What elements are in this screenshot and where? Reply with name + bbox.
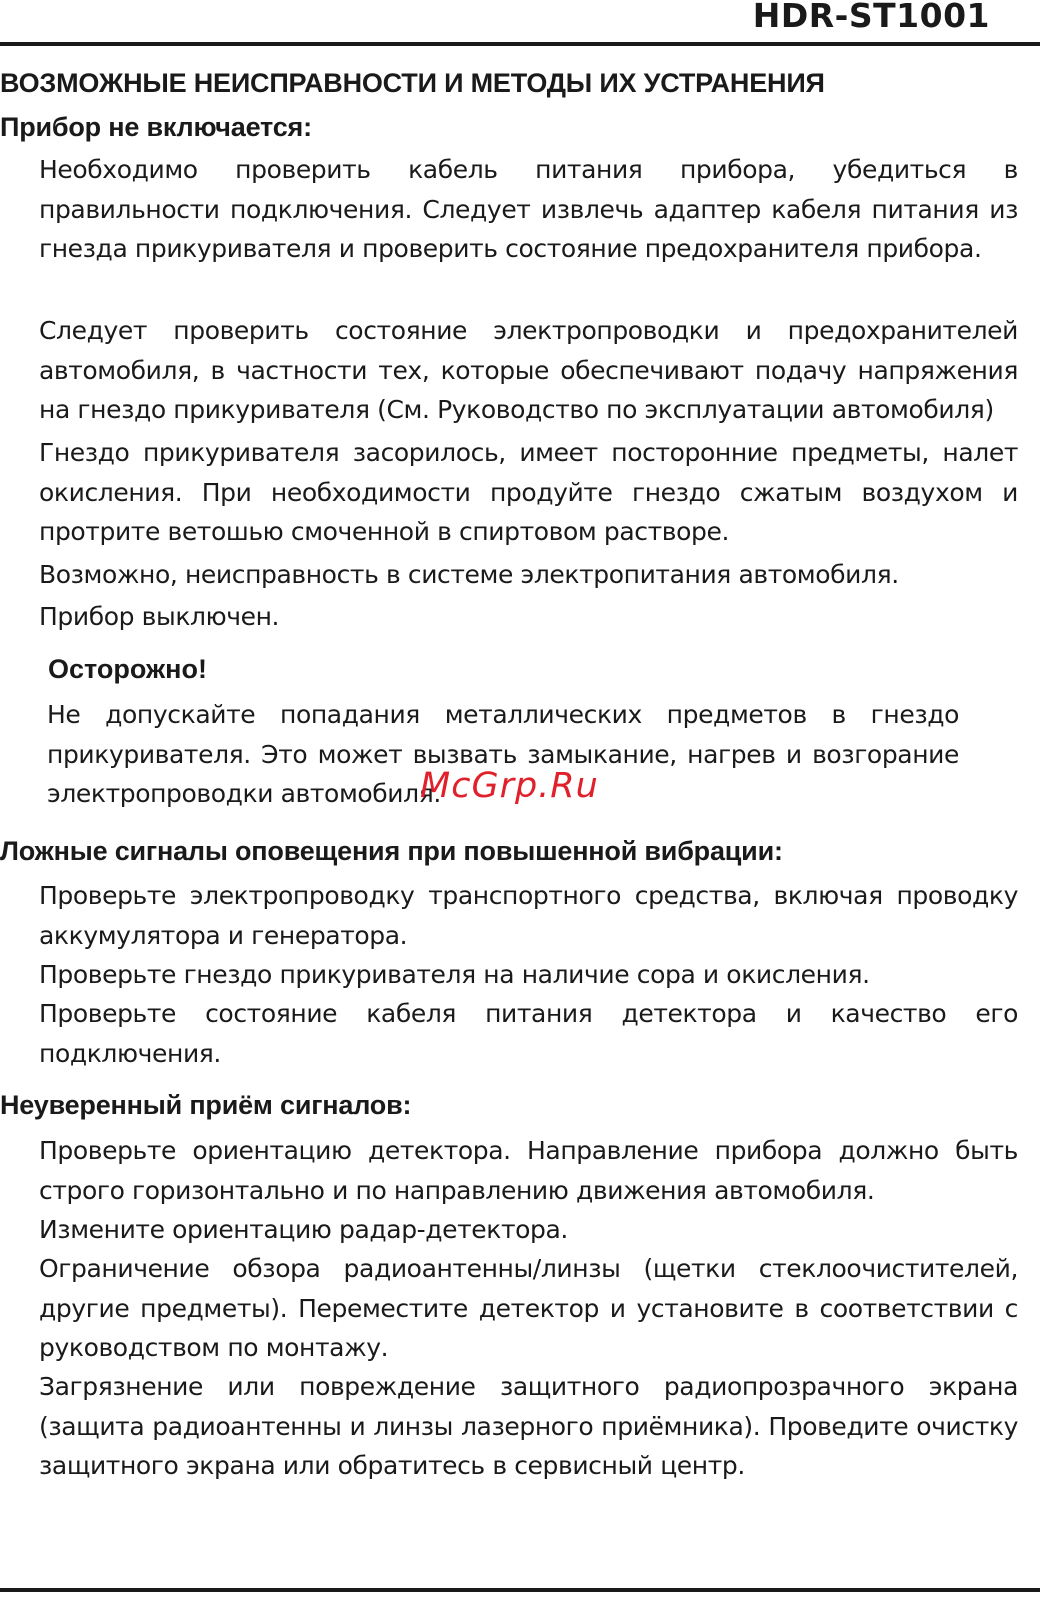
paragraph-change-orientation: Измените ориентацию радар-детектора.: [39, 1215, 568, 1244]
paragraph-check-cable: Необходимо проверить кабель питания прибора, убедиться в правильности подключения. Следует извлечь адаптер кабеля питания из гнезда прикуривателя и проверить состояние предохранителя прибора.: [39, 155, 1018, 263]
paragraph-check-vehicle-wiring: Проверьте электропроводку транспортного средства, включая проводку аккумулятора и генератора.: [39, 881, 1018, 950]
watermark: McGrp.Ru: [420, 766, 599, 806]
paragraph-check-socket: Проверьте гнездо прикуривателя на наличие сора и окисления.: [39, 960, 870, 989]
section-heading-weak-reception: Неуверенный приём сигналов:: [0, 1090, 412, 1120]
top-rule: [0, 42, 1040, 46]
paragraph-check-power-cable: Проверьте состояние кабеля питания детектора и качество его подключения.: [39, 999, 1018, 1068]
paragraph-dirty-screen: Загрязнение или повреждение защитного радиопрозрачного экрана (защита радиоантенны и линзы лазерного приёмника). Проведите очистку защитного экрана или обратитесь в сервисный центр.: [39, 1372, 1018, 1480]
paragraph-check-orientation: Проверьте ориентацию детектора. Направление прибора должно быть строго горизонтально и по направлению движения автомобиля.: [39, 1136, 1018, 1205]
page-title: ВОЗМОЖНЫЕ НЕИСПРАВНОСТИ И МЕТОДЫ ИХ УСТРАНЕНИЯ: [0, 68, 825, 98]
paragraph-power-fault: Возможно, неисправность в системе электропитания автомобиля.: [39, 560, 899, 589]
section-heading-false-alerts: Ложные сигналы оповещения при повышенной вибрации:: [0, 836, 783, 866]
paragraph-check-wiring: Следует проверить состояние электропроводки и предохранителей автомобиля, в частности тех, которые обеспечивают подачу напряжения на гнездо прикуривателя (См. Руководство по эксплуатации автомобиля): [39, 316, 1018, 424]
paragraph-view-obstruction: Ограничение обзора радиоантенны/линзы (щетки стеклоочистителей, другие предметы). Переместите детектор и установите в соответствии с руководством по монтажу.: [39, 1254, 1018, 1362]
section-heading-no-power: Прибор не включается:: [0, 112, 312, 142]
caution-title: Осторожно!: [48, 654, 207, 684]
caution-text: Не допускайте попадания металлических предметов в гнездо прикуривателя. Это может вызвать замыкание, нагрев и возгорание электропроводки автомобиля.: [47, 700, 959, 808]
bottom-rule: [0, 1588, 1040, 1592]
paragraph-device-off: Прибор выключен.: [39, 602, 280, 631]
model-title: HDR-ST1001: [752, 0, 990, 35]
paragraph-socket-dirty: Гнездо прикуривателя засорилось, имеет посторонние предметы, налет окисления. При необходимости продуйте гнездо сжатым воздухом и протрите ветошью смоченной в спиртовом растворе.: [39, 438, 1018, 546]
